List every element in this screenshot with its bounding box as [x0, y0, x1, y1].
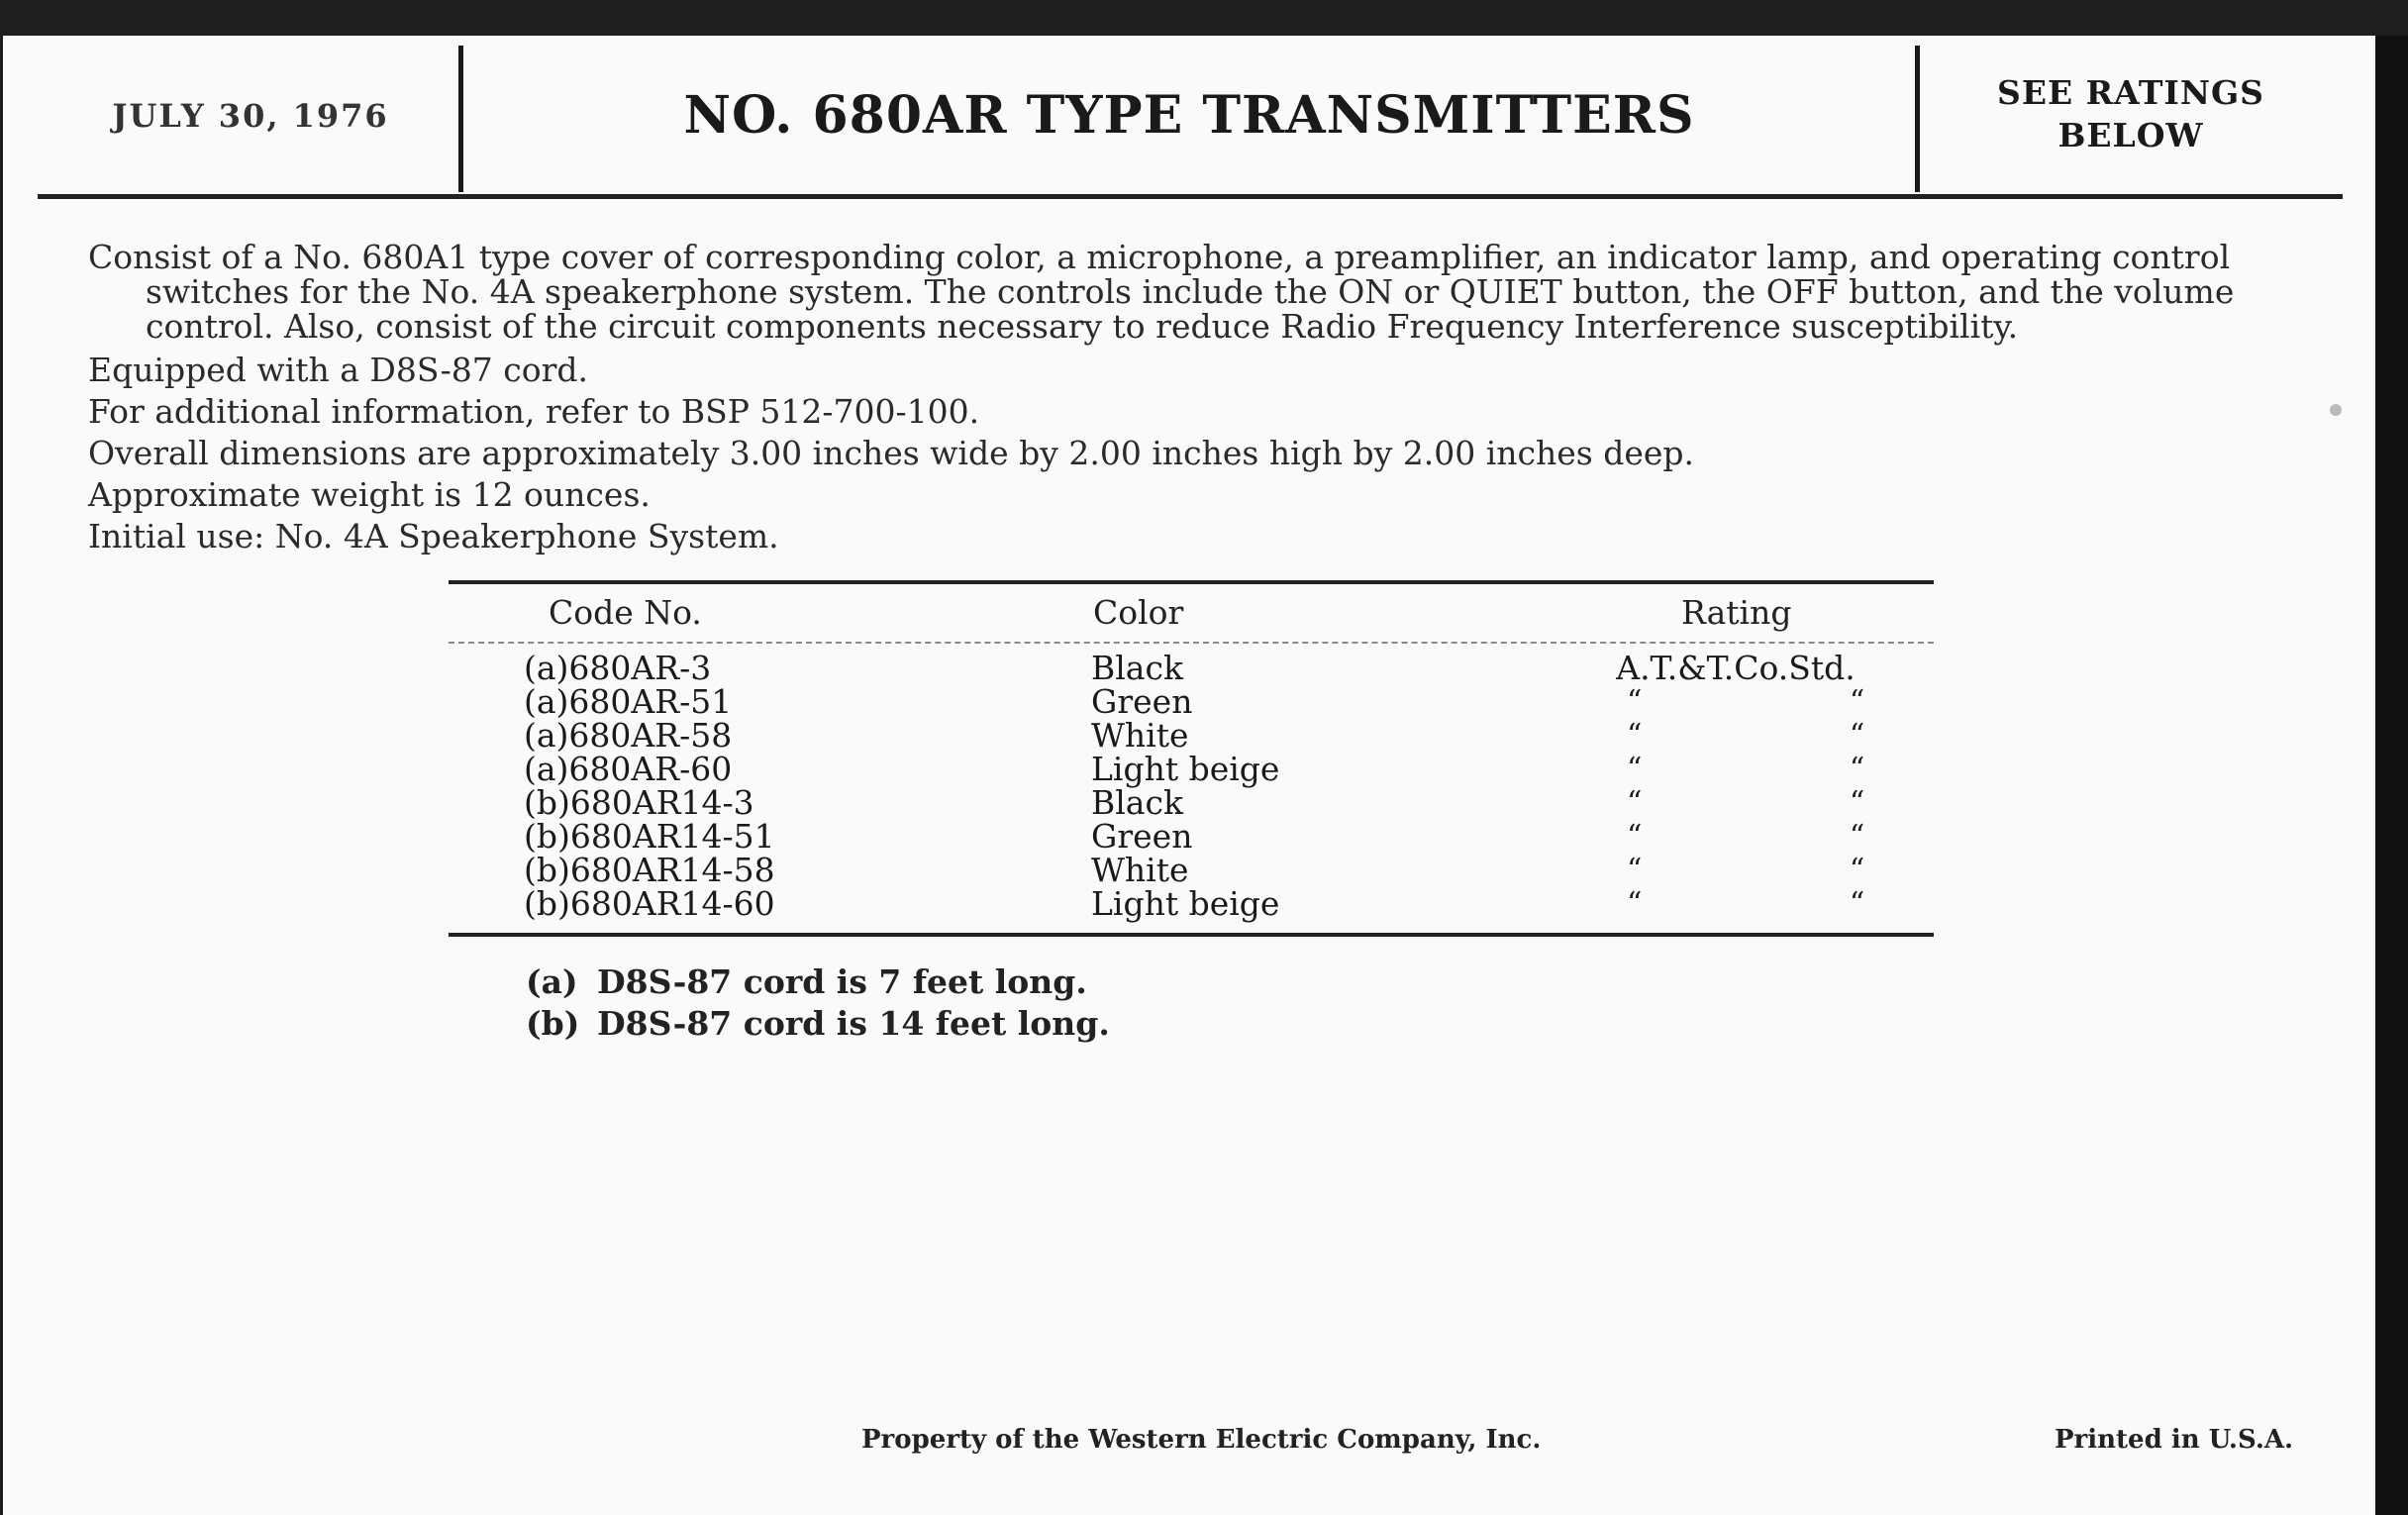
ratings-note [1920, 71, 2342, 156]
rating-cell: “ “ [1627, 853, 1964, 887]
description-line-2: switches for the No. 4A speakerphone system. The controls include the ON or QUIET button, the OFF button, and the volume [146, 272, 2235, 311]
ratings-note-line1: SEE RATINGS [1996, 73, 2265, 112]
table-row [3, 783, 2375, 822]
table-row [3, 851, 2375, 889]
code-cell: (a)680AR-3 [524, 649, 712, 687]
rating-cell: “ “ [1627, 752, 1964, 786]
table-bottom-rule [449, 933, 1934, 937]
footnote-tag: (a) [526, 962, 578, 1001]
document-card [3, 36, 2375, 1515]
scan-edge [2375, 36, 2408, 1515]
header-rule [38, 194, 2343, 199]
code-cell: (a)680AR-58 [524, 716, 733, 755]
table-row [3, 750, 2375, 788]
color-cell: Green [1091, 817, 1193, 856]
rating-cell: “ “ [1627, 886, 1964, 921]
table-row [3, 884, 2375, 923]
rating-cell: “ “ [1627, 785, 1964, 820]
table-header-divider [449, 642, 1934, 644]
color-cell: Black [1091, 783, 1183, 822]
code-cell: (a)680AR-60 [524, 750, 733, 788]
table-row [3, 682, 2375, 721]
footnote-text: D8S-87 cord is 7 feet long. [597, 962, 1087, 1001]
footnote-b [526, 1004, 1110, 1043]
rating-cell: “ “ [1627, 718, 1964, 753]
cord-info: Equipped with a D8S-87 cord. [88, 351, 589, 389]
dimensions-info: Overall dimensions are approximately 3.00 inches wide by 2.00 inches high by 2.00 inches deep. [88, 434, 1695, 472]
printed-notice: Printed in U.S.A. [2055, 1425, 2294, 1455]
code-cell: (a)680AR-51 [524, 682, 733, 721]
additional-info: For additional information, refer to BSP 512-700-100. [88, 392, 980, 431]
color-cell: Light beige [1091, 750, 1280, 788]
code-cell: (b)680AR14-3 [524, 783, 754, 822]
description-line-3: control. Also, consist of the circuit components necessary to reduce Radio Frequency Interference susceptibility. [146, 307, 2019, 346]
ratings-note-line2: BELOW [2057, 116, 2204, 154]
page-title: NO. 680AR TYPE TRANSMITTERS [683, 85, 1695, 146]
weight-info: Approximate weight is 12 ounces. [88, 475, 651, 514]
property-notice: Property of the Western Electric Company, Inc. [861, 1425, 1542, 1455]
paper-speck [2330, 404, 2342, 416]
code-cell: (b)680AR14-60 [524, 884, 775, 923]
color-cell: White [1091, 851, 1189, 889]
color-cell: Black [1091, 649, 1183, 687]
rating-cell: A.T.&T.Co.Std. [1616, 649, 1856, 687]
issue-date: JULY 30, 1976 [112, 97, 389, 135]
code-cell: (b)680AR14-58 [524, 851, 775, 889]
footnote-a [526, 962, 1087, 1001]
table-row [3, 817, 2375, 856]
column-header-rating: Rating [1681, 593, 1792, 632]
color-cell: Light beige [1091, 884, 1280, 923]
description-line-1: Consist of a No. 680A1 type cover of corresponding color, a microphone, a preamplifier, an indicator lamp, and operating control [88, 238, 2231, 276]
footnote-tag: (b) [526, 1004, 580, 1043]
description-paragraph [88, 240, 2296, 344]
color-cell: Green [1091, 682, 1193, 721]
table-top-rule [449, 580, 1934, 584]
column-header-color: Color [1093, 593, 1184, 632]
footnote-text: D8S-87 cord is 14 feet long. [597, 1004, 1110, 1043]
color-cell: White [1091, 716, 1189, 755]
table-row [3, 716, 2375, 755]
rating-cell: “ “ [1627, 819, 1964, 854]
table-row [3, 649, 2375, 687]
code-cell: (b)680AR14-51 [524, 817, 775, 856]
rating-cell: “ “ [1627, 684, 1964, 719]
column-header-code: Code No. [549, 593, 702, 632]
initial-use-info: Initial use: No. 4A Speakerphone System. [88, 517, 779, 556]
